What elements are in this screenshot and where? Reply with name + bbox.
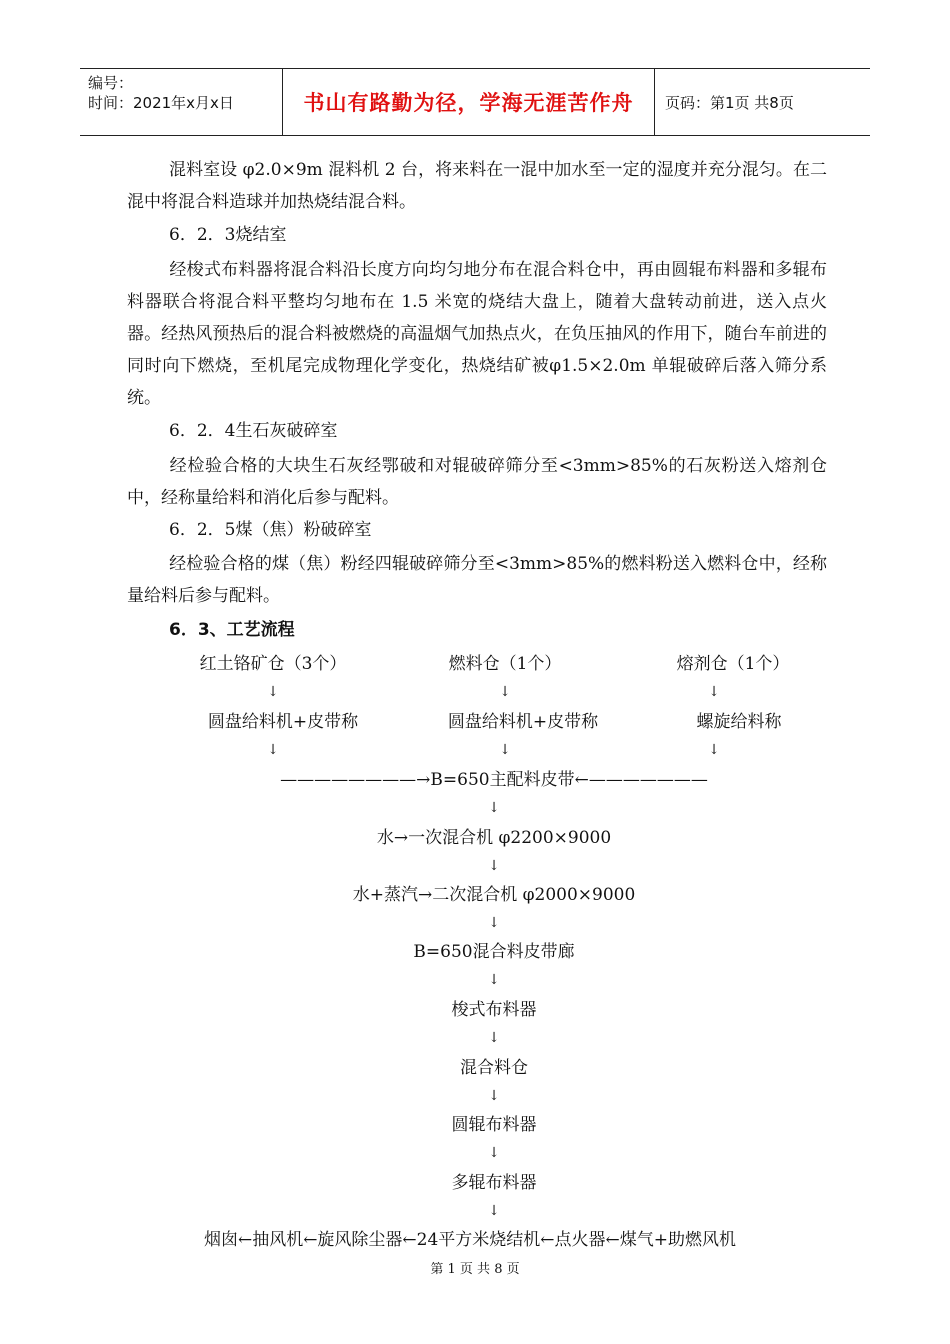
paragraph-lime-crushing — [127, 450, 827, 514]
header-motto: 书山有路勤为径，学海无涯苦作舟 — [283, 69, 655, 135]
heading-6-2-5: 6．2．5煤（焦）粉破碎室 — [169, 520, 372, 540]
flow-arrow-down-icon: ↓ — [499, 742, 511, 758]
flow-arrow-down-icon: ↓ — [708, 742, 720, 758]
flow-arrow-down-icon: ↓ — [267, 742, 279, 758]
heading-6-2-3: 6．2．3烧结室 — [169, 225, 287, 245]
flow-arrow-down-icon: ↓ — [488, 1203, 500, 1219]
flow-arrow-down-icon: ↓ — [488, 1145, 500, 1161]
header-meta — [80, 69, 283, 135]
flow-arrow-down-icon: ↓ — [488, 1030, 500, 1046]
flow-arrow-down-icon: ↓ — [488, 915, 500, 931]
paragraph-mixing-room-text: 混料室设 φ2.0×9m 混料机 2 台，将来料在一混中加水至一定的湿度并充分混匀。在二混中将混合料造球并加热烧结混合料。 — [127, 160, 827, 212]
flow-node-chrome-ore-bin: 红土铬矿仓（3个） — [199, 654, 347, 674]
page-header — [80, 68, 870, 136]
flow-arrow-down-icon: ↓ — [488, 800, 500, 816]
doc-number-label: 编号： — [88, 74, 134, 92]
paragraph-coal-crushing — [127, 548, 827, 612]
paragraph-sintering-room — [127, 254, 827, 414]
flow-node-shuttle-distributor: 梭式布料器 — [451, 1000, 537, 1020]
paragraph-sintering-room-text: 经梭式布料器将混合料沿长度方向均匀地分布在混合料仓中，再由圆辊布料器和多辊布料器联合将混合料平整均匀地布在 1.5 米宽的烧结大盘上，随着大盘转动前进，送入点火器。经热风预热后的混合料被燃烧的高温烟气加热点火，在负压抽风的作用下，随台车前进的同时向下燃烧，至机尾完成物理化学变化，热烧结矿被φ1.5×2.0m 单辊破碎后落入筛分系统。 — [127, 260, 827, 408]
flow-node-primary-mixer: 水→一次混合机 φ2200×9000 — [376, 828, 612, 848]
flow-node-screw-feeder: 螺旋给料称 — [696, 712, 782, 732]
flow-arrow-down-icon: ↓ — [488, 972, 500, 988]
header-page-label: 页码：第1页 共8页 — [665, 93, 794, 112]
paragraph-lime-crushing-text: 经检验合格的大块生石灰经鄂破和对辊破碎筛分至<3mm>85%的石灰粉送入熔剂仓中，经称量给料和消化后参与配料。 — [127, 456, 827, 508]
flow-node-mix-bin: 混合料仓 — [460, 1058, 528, 1078]
flow-arrow-down-icon: ↓ — [488, 858, 500, 874]
flow-node-fuel-bin: 燃料仓（1个） — [448, 654, 562, 674]
paragraph-coal-crushing-text: 经检验合格的煤（焦）粉经四辊破碎筛分至<3mm>85%的燃料粉送入燃料仓中，经称量给料后参与配料。 — [127, 554, 827, 606]
flow-node-main-belt: ————————→B=650主配料皮带←——————— — [280, 770, 708, 790]
paragraph-mixing-room — [127, 154, 827, 218]
flow-arrow-down-icon: ↓ — [499, 684, 511, 700]
flow-arrow-down-icon: ↓ — [267, 684, 279, 700]
flow-node-multi-roller-distributor: 多辊布料器 — [451, 1173, 537, 1193]
heading-6-3-process-flow: 6．3、工艺流程 — [169, 620, 295, 640]
flow-arrow-down-icon: ↓ — [708, 684, 720, 700]
flow-node-flux-bin: 熔剂仓（1个） — [676, 654, 790, 674]
flow-node-roller-distributor: 圆辊布料器 — [451, 1115, 537, 1135]
doc-time-label: 时间：2021年x月x日 — [88, 94, 234, 112]
heading-6-2-4: 6．2．4生石灰破碎室 — [169, 421, 338, 441]
flow-node-secondary-mixer: 水+蒸汽→二次混合机 φ2000×9000 — [352, 885, 636, 905]
flow-node-belt-corridor: B=650混合料皮带廊 — [413, 942, 575, 962]
page-footer: 第 1 页 共 8 页 — [430, 1262, 520, 1277]
flow-node-sintering-line: 烟囱←抽风机←旋风除尘器←24平方米烧结机←点火器←煤气+助燃风机 — [203, 1230, 737, 1250]
flow-node-disc-feeder-1: 圆盘给料机+皮带称 — [207, 712, 359, 732]
flow-node-disc-feeder-2: 圆盘给料机+皮带称 — [447, 712, 599, 732]
flow-arrow-down-icon: ↓ — [488, 1088, 500, 1104]
